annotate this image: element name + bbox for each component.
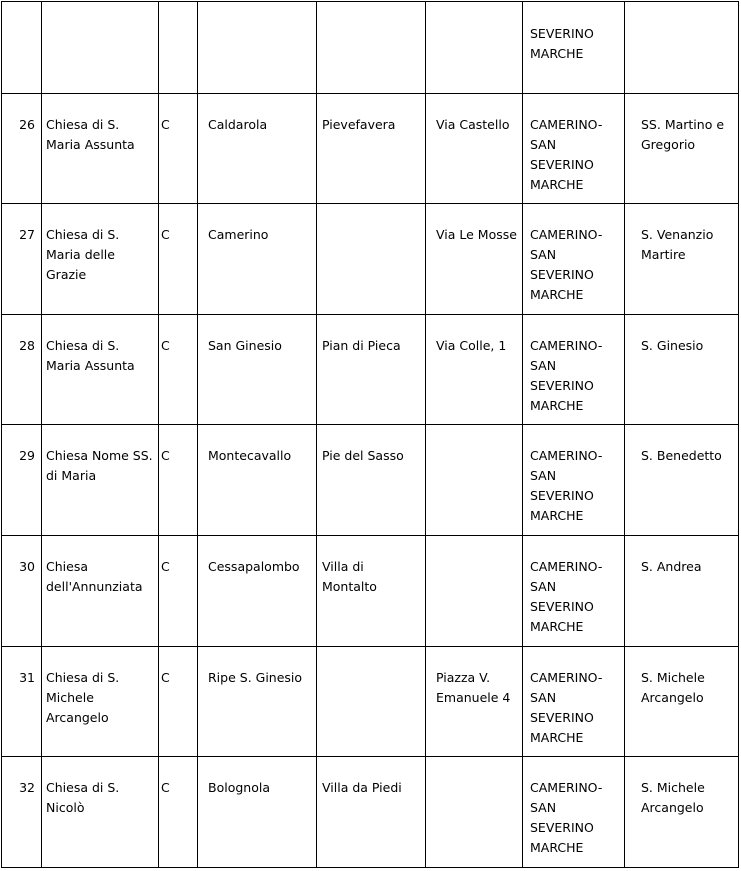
cell-comune: Bolognola — [198, 757, 317, 868]
cell-number: 31 — [2, 647, 42, 757]
cell-church-name: Chiesa di S. Maria Assunta — [42, 315, 159, 425]
cell-number: 30 — [2, 536, 42, 647]
cell-frazione — [317, 647, 426, 757]
cell-frazione: Villa di Montalto — [317, 536, 426, 647]
table-row — [2, 315, 739, 425]
cell-comune: Montecavallo — [198, 425, 317, 536]
cell-type: C — [159, 647, 198, 757]
cell-parish — [625, 2, 739, 94]
cell-address: Via Colle, 1 — [426, 315, 523, 425]
cell-comune: Camerino — [198, 204, 317, 315]
cell-parish: S. Michele Arcangelo — [625, 757, 739, 868]
table-row — [2, 204, 739, 315]
cell-type: C — [159, 204, 198, 315]
cell-church-name: Chiesa di S. Maria delle Grazie — [42, 204, 159, 315]
cell-type: C — [159, 94, 198, 204]
cell-parish: S. Benedetto — [625, 425, 739, 536]
cell-diocese: CAMERINO-SAN SEVERINO MARCHE — [523, 94, 625, 204]
cell-type: C — [159, 425, 198, 536]
cell-number — [2, 2, 42, 94]
cell-type: C — [159, 757, 198, 868]
cell-parish: S. Venanzio Martire — [625, 204, 739, 315]
cell-frazione: Pievefavera — [317, 94, 426, 204]
cell-parish: S. Ginesio — [625, 315, 739, 425]
cell-church-name: Chiesa Nome SS. di Maria — [42, 425, 159, 536]
cell-address: Via Castello — [426, 94, 523, 204]
cell-frazione: Villa da Piedi — [317, 757, 426, 868]
cell-address: Piazza V. Emanuele 4 — [426, 647, 523, 757]
cell-number: 28 — [2, 315, 42, 425]
cell-diocese: CAMERINO-SAN SEVERINO MARCHE — [523, 647, 625, 757]
cell-number: 27 — [2, 204, 42, 315]
cell-parish: S. Andrea — [625, 536, 739, 647]
cell-diocese: CAMERINO-SAN SEVERINO MARCHE — [523, 204, 625, 315]
churches-table — [1, 1, 739, 868]
table-row — [2, 94, 739, 204]
cell-parish: SS. Martino e Gregorio — [625, 94, 739, 204]
cell-diocese: CAMERINO-SAN SEVERINO MARCHE — [523, 757, 625, 868]
cell-type: C — [159, 536, 198, 647]
cell-address — [426, 536, 523, 647]
cell-address: Via Le Mosse — [426, 204, 523, 315]
cell-address — [426, 757, 523, 868]
cell-diocese: CAMERINO-SAN SEVERINO MARCHE — [523, 425, 625, 536]
cell-diocese: CAMERINO-SAN SEVERINO MARCHE — [523, 536, 625, 647]
cell-frazione: Pie del Sasso — [317, 425, 426, 536]
cell-type: C — [159, 315, 198, 425]
cell-church-name: Chiesa dell'Annunziata — [42, 536, 159, 647]
cell-diocese: CAMERINO-SAN SEVERINO MARCHE — [523, 315, 625, 425]
cell-comune: Cessapalombo — [198, 536, 317, 647]
cell-comune: Ripe S. Ginesio — [198, 647, 317, 757]
table-row — [2, 2, 739, 94]
cell-comune — [198, 2, 317, 94]
cell-number: 26 — [2, 94, 42, 204]
cell-number: 32 — [2, 757, 42, 868]
cell-diocese: SEVERINO MARCHE — [523, 2, 625, 94]
cell-frazione — [317, 2, 426, 94]
cell-parish: S. Michele Arcangelo — [625, 647, 739, 757]
cell-address — [426, 2, 523, 94]
cell-type — [159, 2, 198, 94]
cell-frazione — [317, 204, 426, 315]
cell-comune: Caldarola — [198, 94, 317, 204]
table-row — [2, 536, 739, 647]
table-row — [2, 647, 739, 757]
table-row — [2, 757, 739, 868]
cell-church-name: Chiesa di S. Michele Arcangelo — [42, 647, 159, 757]
cell-church-name: Chiesa di S. Nicolò — [42, 757, 159, 868]
cell-church-name — [42, 2, 159, 94]
cell-church-name: Chiesa di S. Maria Assunta — [42, 94, 159, 204]
table-body — [2, 2, 739, 868]
cell-number: 29 — [2, 425, 42, 536]
cell-address — [426, 425, 523, 536]
cell-frazione: Pian di Pieca — [317, 315, 426, 425]
table-row — [2, 425, 739, 536]
cell-comune: San Ginesio — [198, 315, 317, 425]
